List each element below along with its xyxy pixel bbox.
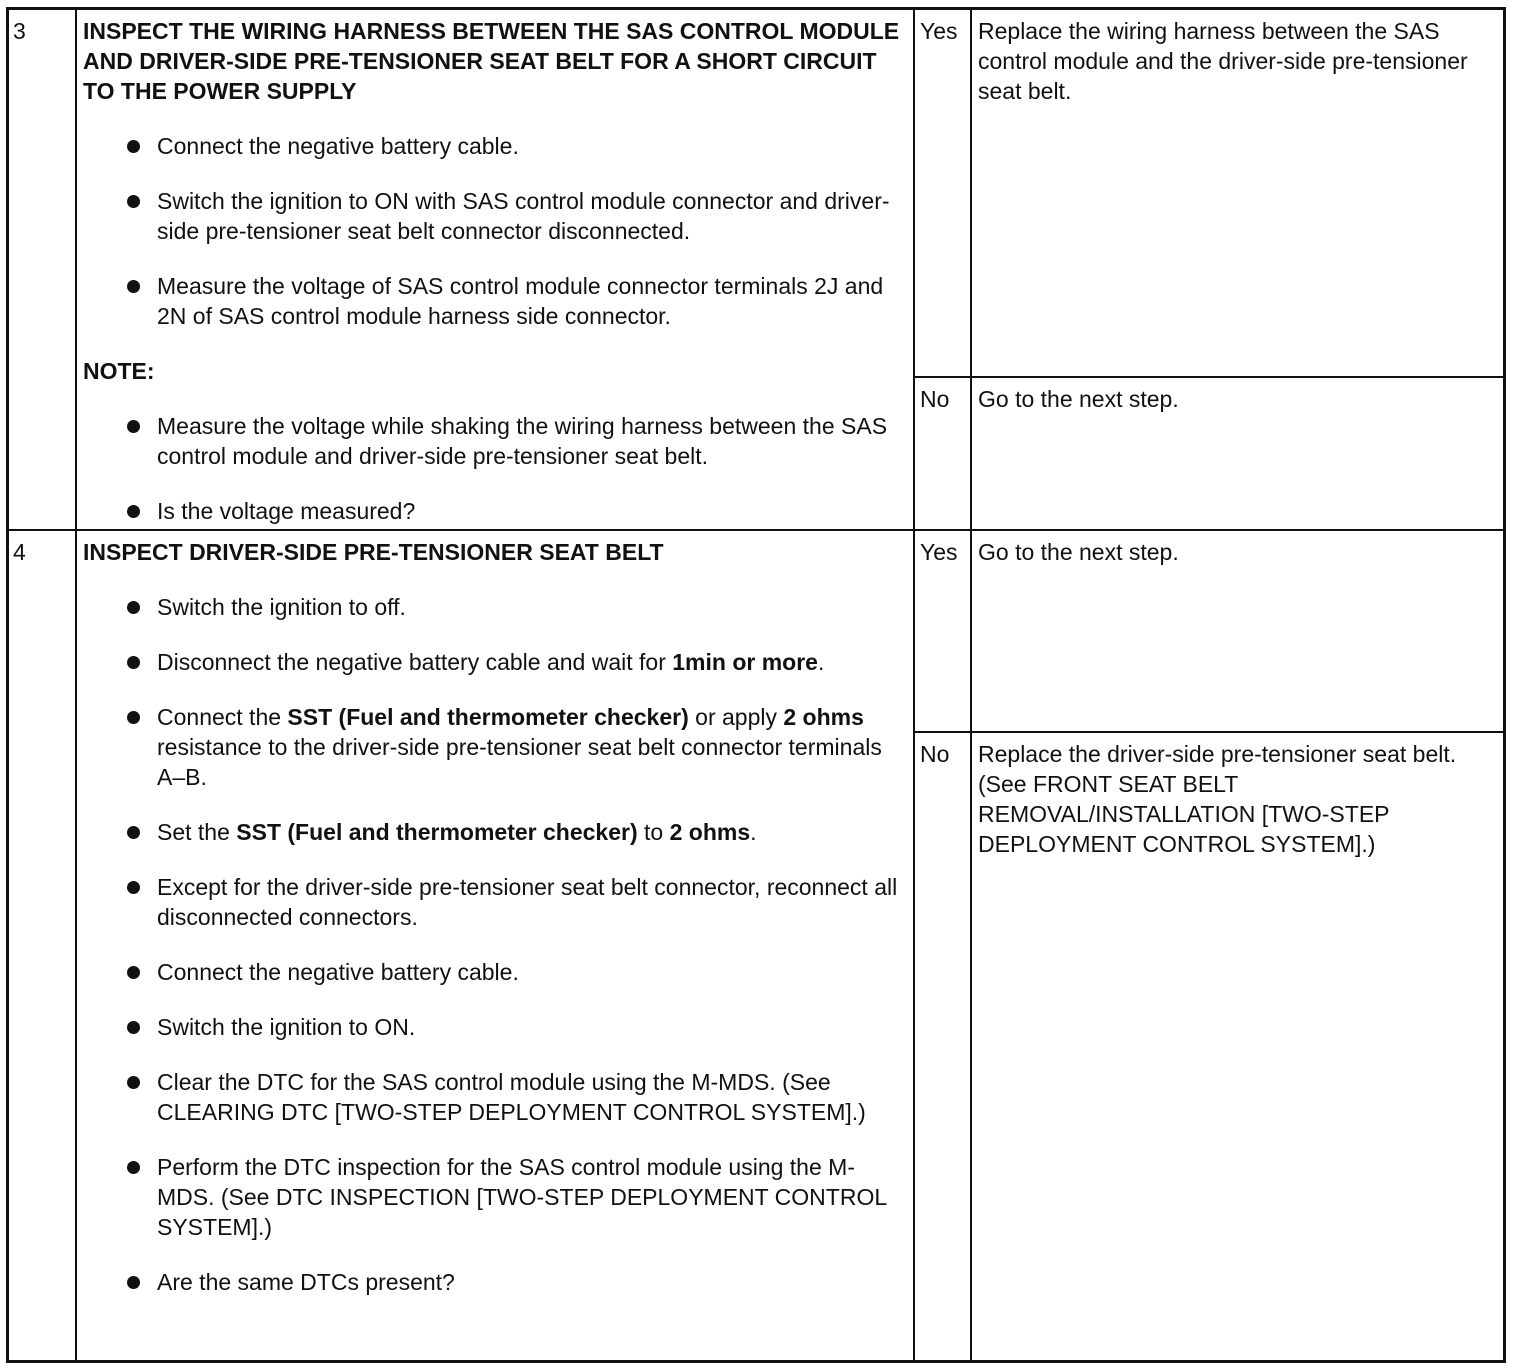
resistance-value: 2 ohms	[669, 818, 751, 845]
list-item: Are the same DTCs present?	[83, 1267, 905, 1297]
text: or apply	[688, 703, 784, 730]
sst-name: SST (Fuel and thermometer checker)	[236, 818, 638, 845]
no-action: Replace the driver-side pre-tensioner seat belt. (See FRONT SEAT BELT REMOVAL/INSTALLATION [TWO-STEP DEPLOYMENT CONTROL SYSTEM].)	[971, 732, 1505, 1362]
list-item: Switch the ignition to ON.	[83, 1012, 905, 1042]
text: .	[817, 648, 825, 675]
no-label: No	[914, 377, 971, 530]
list-item	[83, 647, 905, 677]
yes-action: Replace the wiring harness between the SAS control module and the driver-side pre-tensioner seat belt.	[971, 9, 1505, 377]
sst-name: SST (Fuel and thermometer checker)	[287, 703, 689, 730]
step-number: 3	[8, 9, 77, 530]
note-label: NOTE:	[83, 358, 155, 384]
text: to	[637, 818, 670, 845]
no-label: No	[914, 732, 971, 1362]
text: resistance to the driver-side pre-tensioner seat belt connector terminals A–B.	[157, 733, 882, 790]
resistance-value: 2 ohms	[783, 703, 864, 730]
diagnostic-procedure-table	[6, 7, 1506, 1363]
wait-time: 1min or more	[672, 648, 818, 675]
step-4-bullet-list	[83, 592, 905, 1297]
text: Connect the	[157, 703, 288, 730]
note-bullet-list	[83, 411, 905, 526]
list-item	[83, 817, 905, 847]
list-item: Measure the voltage of SAS control module connector terminals 2J and 2N of SAS control module harness side connector.	[83, 271, 905, 331]
no-action: Go to the next step.	[971, 377, 1505, 530]
text: Disconnect the negative battery cable and wait for	[157, 648, 673, 675]
list-item: Connect the negative battery cable.	[83, 957, 905, 987]
step-title: INSPECT DRIVER-SIDE PRE-TENSIONER SEAT BELT	[83, 538, 664, 565]
step-number: 4	[8, 530, 77, 1362]
list-item: Except for the driver-side pre-tensioner seat belt connector, reconnect all disconnected connectors.	[83, 872, 905, 932]
step-3-bullet-list	[83, 131, 905, 331]
list-item: Is the voltage measured?	[83, 496, 905, 526]
yes-action: Go to the next step.	[971, 530, 1505, 732]
list-item: Switch the ignition to ON with SAS control module connector and driver-side pre-tensioner seat belt connector disconnected.	[83, 186, 905, 246]
text: Set the	[157, 818, 237, 845]
yes-label: Yes	[914, 9, 971, 377]
list-item	[83, 702, 905, 792]
list-item: Measure the voltage while shaking the wiring harness between the SAS control module and driver-side pre-tensioner seat belt.	[83, 411, 905, 471]
list-item: Clear the DTC for the SAS control module using the M-MDS. (See CLEARING DTC [TWO-STEP DEPLOYMENT CONTROL SYSTEM].)	[83, 1067, 905, 1127]
step-title: INSPECT THE WIRING HARNESS BETWEEN THE SAS CONTROL MODULE AND DRIVER-SIDE PRE-TENSIONER SEAT BELT FOR A SHORT CIRCUIT TO THE POWER SUPPLY	[83, 18, 900, 104]
list-item: Perform the DTC inspection for the SAS control module using the M-MDS. (See DTC INSPECTION [TWO-STEP DEPLOYMENT CONTROL SYSTEM].)	[83, 1152, 905, 1242]
step-3-row-yes	[8, 9, 1505, 377]
step-3-procedure	[76, 9, 914, 530]
step-4-procedure	[76, 530, 914, 1362]
list-item: Connect the negative battery cable.	[83, 131, 905, 161]
yes-label: Yes	[914, 530, 971, 732]
step-4-row-yes	[8, 530, 1505, 732]
text: .	[750, 818, 757, 845]
list-item: Switch the ignition to off.	[83, 592, 905, 622]
